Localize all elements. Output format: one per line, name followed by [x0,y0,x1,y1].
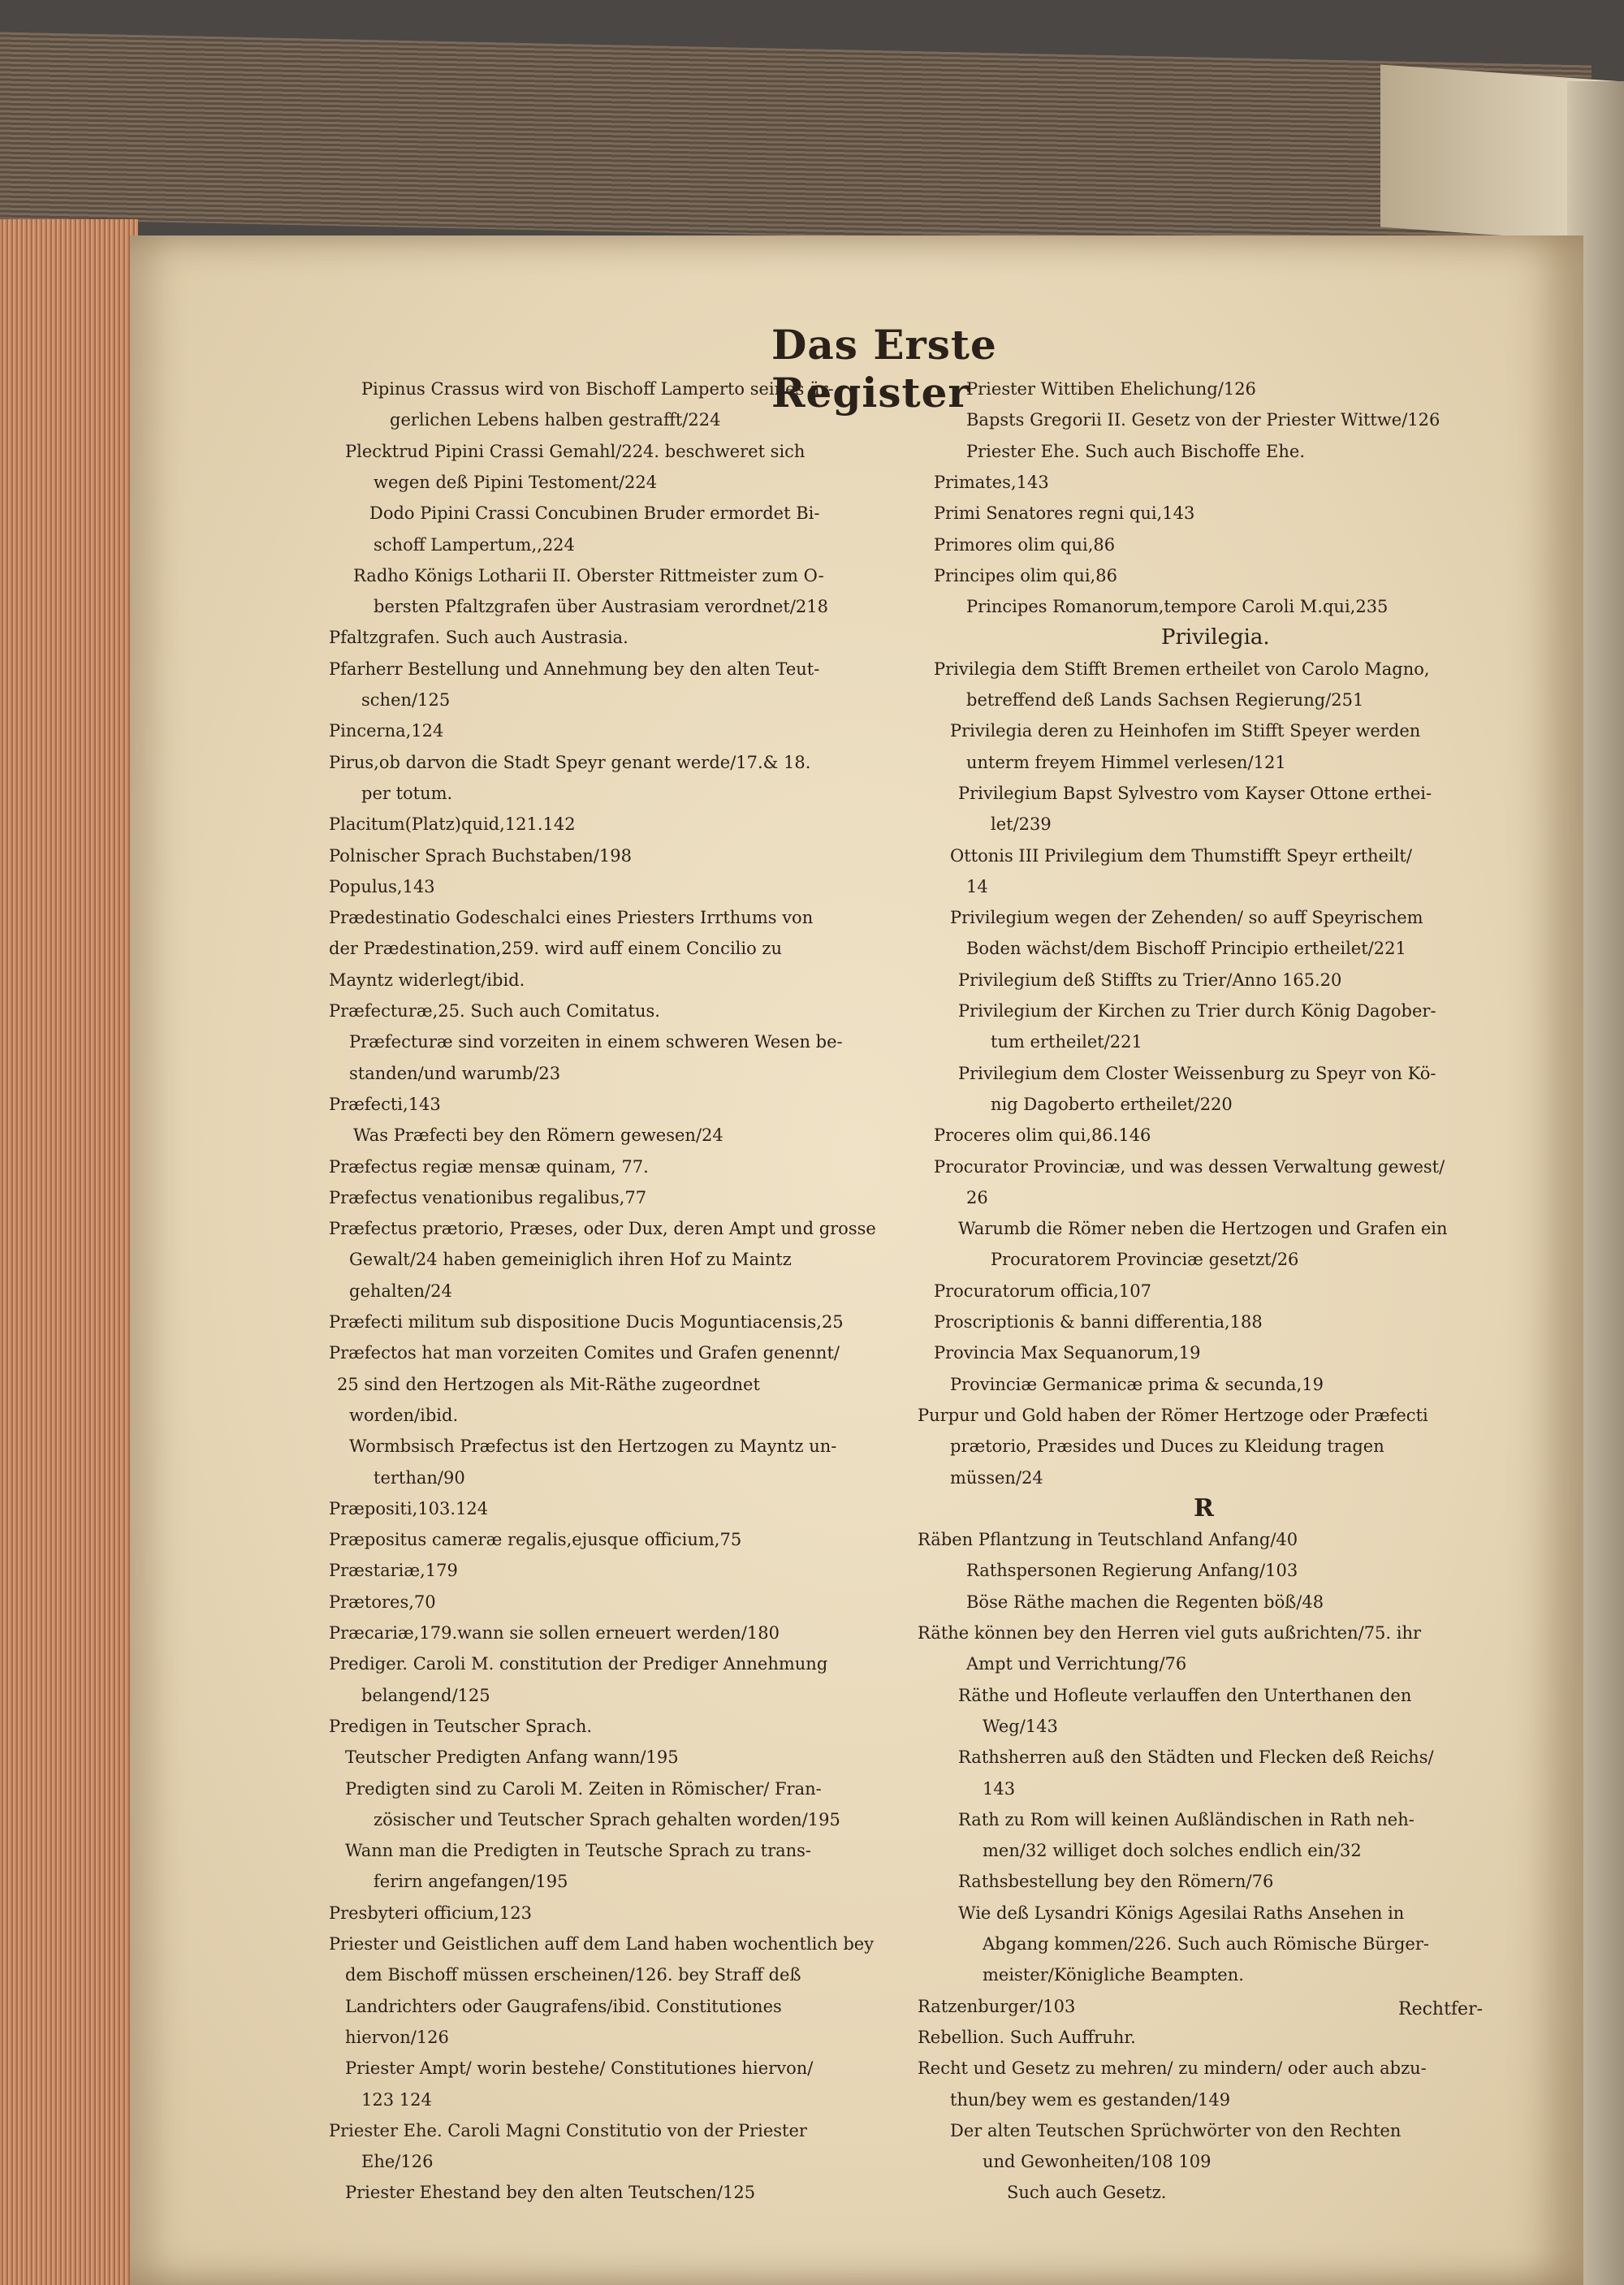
index-entry-line: Prætores,70 [329,1592,436,1612]
gilt-page-edges [0,219,138,2285]
index-entry-line: Wie deß Lysandri Königs Agesilai Raths Ansehen in [958,1903,1405,1923]
index-entry-line: Prædestinatio Godeschalci eines Priesters Irrthums von [329,908,814,928]
page-title: Das Erste Register [771,321,997,417]
index-entry-line: müssen/24 [950,1467,1043,1488]
index-entry-line: Placitum(Platz)quid,121.142 [329,814,576,835]
index-entry-line: Proceres olim qui,86.146 [934,1125,1151,1146]
index-entry-line: Pincerna,124 [329,721,444,741]
index-entry-line: Rathsherren auß den Städten und Flecken deß Reichs/ [958,1747,1434,1768]
index-entry-line: Pipinus Crassus wird von Bischoff Lamperto seines är- [361,379,834,399]
index-entry-line: R [1194,1493,1214,1523]
index-entry-line: Præfecti,143 [329,1094,441,1114]
index-entry-line: Præfectus regiæ mensæ quinam, 77. [329,1156,649,1177]
index-entry-line: Præpositus cameræ regalis,ejusque officium,75 [329,1530,742,1550]
index-entry-line: Priester und Geistlichen auff dem Land haben wochentlich bey [329,1934,875,1954]
index-entry-line: Wann man die Predigten in Teutsche Sprach zu trans- [345,1841,812,1861]
index-entry-line: Privilegium wegen der Zehenden/ so auff Speyrischem [950,908,1423,928]
index-entry-line: Der alten Teutschen Sprüchwörter von den Rechten [950,2120,1402,2140]
index-entry-line: Bapsts Gregorii II. Gesetz von der Priester Wittwe/126 [966,410,1440,430]
index-entry-line: Præfectus venationibus regalibus,77 [329,1187,647,1207]
index-entry-line: 26 [966,1187,988,1207]
index-entry-line: terthan/90 [374,1467,465,1488]
index-entry-line: Predigten sind zu Caroli M. Zeiten in Römischer/ Fran- [345,1778,822,1799]
index-entry-line: Primores olim qui,86 [934,534,1116,555]
index-entry-line: Principes Romanorum,tempore Caroli M.qui,235 [966,597,1389,617]
index-entry-line: Primi Senatores regni qui,143 [934,503,1195,524]
index-entry-line: Räthe können bey den Herren viel guts außrichten/75. ihr [918,1623,1422,1643]
index-entry-line: Plecktrud Pipini Crassi Gemahl/224. beschweret sich [345,441,806,461]
index-entry-line: Primates,143 [934,472,1049,492]
index-entry-line: Præfectos hat man vorzeiten Comites und Grafen genennt/ [329,1343,840,1363]
index-entry-line: Predigen in Teutscher Sprach. [329,1716,593,1736]
index-entry-line: Rebellion. Such Auffruhr. [918,2027,1136,2047]
index-entry-line: Privilegium der Kirchen zu Trier durch König Dagober- [958,1001,1436,1021]
index-entry-line: Recht und Gesetz zu mehren/ zu mindern/ oder auch abzu- [918,2058,1427,2079]
index-entry-line: Privilegium dem Closter Weissenburg zu Speyr von Kö- [958,1063,1436,1083]
index-entry-line: der Prædestination,259. wird auff einem Concilio zu [329,939,782,959]
index-entry-line: Wormbsisch Præfectus ist den Hertzogen zu Mayntz un- [349,1436,837,1457]
index-entry-line: Ampt und Verrichtung/76 [966,1654,1187,1674]
index-entry-line: standen/und warumb/23 [349,1063,561,1083]
book-top-edge [0,32,1592,252]
index-entry-line: Teutscher Predigten Anfang wann/195 [345,1747,679,1768]
index-entry-line: Privilegia deren zu Heinhofen im Stifft Speyer werden [950,721,1421,741]
index-entry-line: thun/bey wem es gestanden/149 [950,2089,1231,2110]
index-entry-line: 143 [983,1778,1016,1799]
index-entry-line: wegen deß Pipini Testoment/224 [374,472,658,492]
index-entry-line: Such auch Gesetz. [1007,2183,1167,2203]
index-entry-line: zösischer und Teutscher Sprach gehalten worden/195 [374,1809,840,1829]
index-entry-line: Rathspersonen Regierung Anfang/103 [966,1561,1298,1581]
index-entry-line: 123 124 [361,2089,432,2110]
index-entry-line: Ehe/126 [361,2152,434,2172]
index-entry-line: gehalten/24 [349,1281,452,1301]
index-entry-line: Priester Ampt/ worin bestehe/ Constitutiones hiervon/ [345,2058,814,2079]
index-entry-line: schoff Lampertum,,224 [374,534,575,555]
index-entry-line: Procurator Provinciæ, und was dessen Verwaltung gewest/ [934,1156,1445,1177]
index-entry-line: worden/ibid. [349,1405,459,1425]
index-entry-line: Præpositi,103.124 [329,1498,489,1518]
index-entry-line: Priester Ehe. Such auch Bischoffe Ehe. [966,441,1306,461]
index-entry-line: Priester Wittiben Ehelichung/126 [966,379,1256,399]
index-entry-line: Privilegium deß Stiffts zu Trier/Anno 165.20 [958,970,1342,990]
index-entry-line: Provinciæ Germanicæ prima & secunda,19 [950,1374,1324,1394]
index-entry-line: unterm freyem Himmel verlesen/121 [966,752,1286,772]
index-entry-line: Præfecturæ sind vorzeiten in einem schweren Wesen be- [349,1032,843,1052]
index-entry-line: Räben Pflantzung in Teutschland Anfang/40 [918,1530,1298,1550]
index-entry-line: Privilegia dem Stifft Bremen ertheilet von Carolo Magno, [934,659,1430,679]
index-entry-line: belangend/125 [361,1685,490,1705]
index-entry-line: Præcariæ,179.wann sie sollen erneuert werden/180 [329,1623,780,1643]
index-entry-line: Præfectus prætorio, Præses, oder Dux, deren Ampt und grosse [329,1219,876,1239]
index-entry-line: 14 [966,876,988,896]
index-entry-line: gerlichen Lebens halben gestrafft/224 [390,410,721,430]
index-entry-line: Proscriptionis & banni differentia,188 [934,1312,1263,1332]
index-entry-line: Dodo Pipini Crassi Concubinen Bruder ermordet Bi- [369,503,820,524]
index-entry-line: Privilegia. [1161,625,1270,650]
index-entry-line: Mayntz widerlegt/ibid. [329,970,525,990]
index-entry-line: Rath zu Rom will keinen Außländischen in Rath neh- [958,1809,1415,1829]
index-entry-line: nig Dagoberto ertheilet/220 [991,1094,1233,1114]
index-entry-line: Räthe und Hofleute verlauffen den Unterthanen den [958,1685,1412,1705]
index-entry-line: Presbyteri officium,123 [329,1903,532,1923]
index-entry-line: Weg/143 [983,1716,1058,1736]
index-entry-line: Præfecti militum sub dispositione Ducis Moguntiacensis,25 [329,1312,844,1332]
index-entry-line: Provincia Max Sequanorum,19 [934,1343,1201,1363]
index-entry-line: hiervon/126 [345,2027,449,2047]
index-entry-line: und Gewonheiten/108 109 [983,2152,1212,2172]
index-entry-line: Warumb die Römer neben die Hertzogen und Grafen ein [958,1219,1448,1239]
index-entry-line: Böse Räthe machen die Regenten böß/48 [966,1592,1324,1612]
index-entry-line: let/239 [991,814,1052,835]
index-entry-line: prætorio, Præsides und Duces zu Kleidung tragen [950,1436,1384,1457]
index-entry-line: Procuratorem Provinciæ gesetzt/26 [991,1250,1299,1270]
index-entry-line: Privilegium Bapst Sylvestro vom Kayser Ottone erthei- [958,783,1432,803]
index-entry-line: Populus,143 [329,876,435,896]
catchword: Rechtfer- [1398,1999,1484,2019]
index-entry-line: dem Bischoff müssen erscheinen/126. bey Straff deß [345,1965,801,1985]
index-entry-line: Rathsbestellung bey den Römern/76 [958,1872,1274,1892]
index-entry-line: betreffend deß Lands Sachsen Regierung/251 [966,690,1364,710]
index-entry-line: bersten Pfaltzgrafen über Austrasiam verordnet/218 [374,597,828,617]
index-entry-line: Ottonis III Privilegium dem Thumstifft Speyr ertheilt/ [950,845,1412,866]
index-entry-line: Priester Ehestand bey den alten Teutschen/125 [345,2183,756,2203]
index-entry-line: per totum. [361,783,453,803]
index-entry-line: Polnischer Sprach Buchstaben/198 [329,845,632,866]
index-entry-line: men/32 williget doch solches endlich ein/32 [983,1841,1362,1861]
index-entry-line: schen/125 [361,690,451,710]
index-entry-line: Abgang kommen/226. Such auch Römische Bürger- [983,1934,1429,1954]
index-entry-line: Radho Königs Lotharii II. Oberster Rittmeister zum O- [353,565,824,585]
index-entry-line: Pfarherr Bestellung und Annehmung bey den alten Teut- [329,659,820,679]
index-entry-line: Pirus,ob darvon die Stadt Speyr genant werde/17.& 18. [329,752,811,772]
index-entry-line: Ratzenburger/103 [918,1996,1076,2016]
index-entry-line: Prediger. Caroli M. constitution der Prediger Annehmung [329,1654,828,1674]
index-entry-line: ferirn angefangen/195 [374,1872,568,1892]
index-entry-line: Principes olim qui,86 [934,565,1117,585]
index-entry-line: Boden wächst/dem Bischoff Principio ertheilet/221 [966,939,1406,959]
index-entry-line: Præstariæ,179 [329,1561,458,1581]
index-entry-line: Purpur und Gold haben der Römer Hertzoge oder Præfecti [918,1405,1428,1425]
index-entry-line: Was Præfecti bey den Römern gewesen/24 [353,1125,723,1146]
index-entry-line: meister/Königliche Beampten. [983,1965,1244,1985]
index-entry-line: tum ertheilet/221 [991,1032,1142,1052]
index-entry-line: 25 sind den Hertzogen als Mit-Räthe zugeordnet [337,1374,760,1394]
index-entry-line: Procuratorum officia,107 [934,1281,1151,1301]
index-entry-line: Præfecturæ,25. Such auch Comitatus. [329,1001,660,1021]
index-entry-line: Gewalt/24 haben gemeiniglich ihren Hof zu Maintz [349,1250,792,1270]
index-entry-line: Priester Ehe. Caroli Magni Constitutio von der Priester [329,2120,807,2140]
index-entry-line: Pfaltzgrafen. Such auch Austrasia. [329,628,628,648]
index-entry-line: Landrichters oder Gaugrafens/ibid. Constitutiones [345,1996,782,2016]
